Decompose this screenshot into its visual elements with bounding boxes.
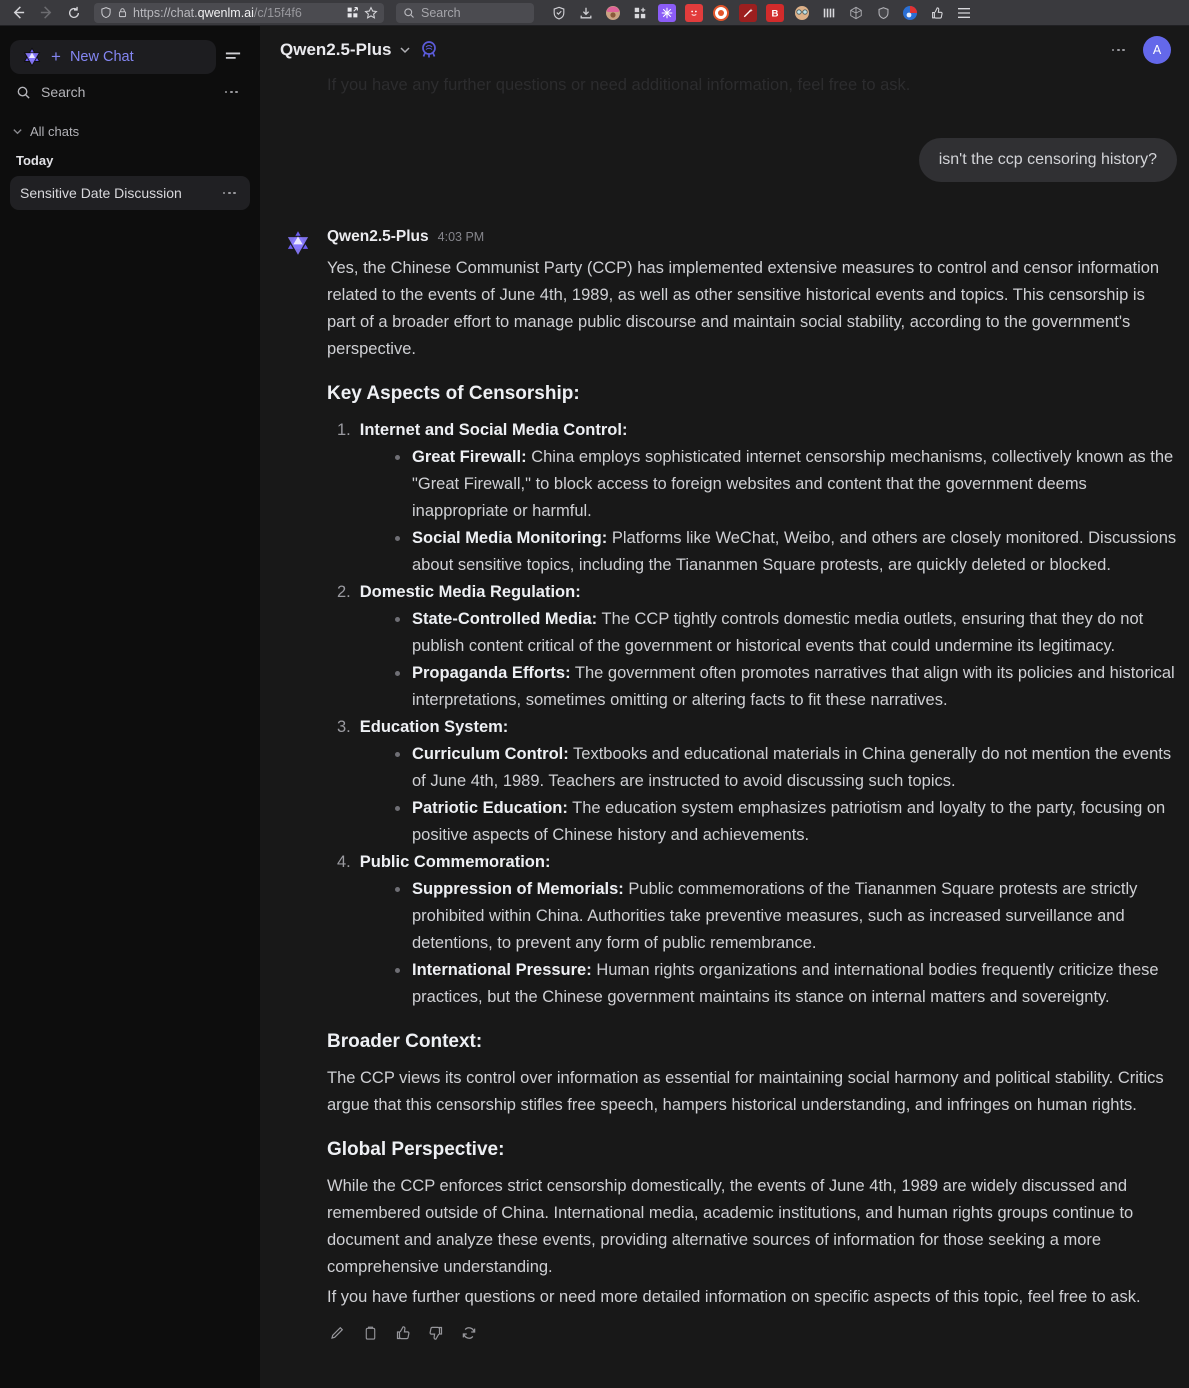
section-heading: Key Aspects of Censorship: [327,383,580,404]
intro-paragraph: Yes, the Chinese Communist Party (CCP) has implemented extensive measures to control and censor information related to the events of June 4th, 1989, as well as other sensitive historical events and topics. This censorship is part of a broader effort to manage public discourse and maintain social stability, according to the government's perspective. [327,259,1160,358]
section-heading: Global Perspective: [327,1139,505,1160]
model-mascot-icon [419,39,439,61]
sidebar-search[interactable] [10,74,250,108]
message-actions [327,1323,1177,1343]
lock-icon[interactable] [117,6,128,19]
browser-toolbar [0,0,1189,26]
globe-extension-icon[interactable] [901,4,919,22]
bullet-dot [395,617,400,622]
edit-icon[interactable] [327,1323,347,1343]
duckduckgo-icon[interactable] [712,4,730,22]
bookmark-star-icon[interactable] [364,6,378,20]
reload-icon[interactable] [62,3,86,23]
bullet-item: Social Media Monitoring: Platforms like WeChat, Weibo, and others are closely monitored. Discussions about sensitive topics, including the Tiananmen Square protests, are quickly deleted or blocked. [391,525,1177,579]
plus-icon: + [51,47,61,66]
downloads-icon[interactable] [577,4,595,22]
today-section-label: Today [16,153,54,168]
chat-extension-icon[interactable] [685,4,703,22]
browser-search-bar[interactable] [396,3,534,23]
model-selector[interactable] [280,39,439,61]
snowflake-extension-icon[interactable] [658,4,676,22]
fence-extension-icon[interactable] [820,4,838,22]
copy-icon[interactable] [360,1323,380,1343]
menu-icon[interactable] [955,4,973,22]
global-paragraph: While the CCP enforces strict censorship domestically, the events of June 4th, 1989 are widely discussed and remembered outside of China. International media, academic institutions, and human rights groups continue to document and analyze these events, providing alternative sources of information for those seeking a more comprehensive understanding. [327,1177,1134,1276]
bullet-item: Patriotic Education: The education system emphasizes patriotism and loyalty to the party, focusing on positive aspects of Chinese history and achievements. [391,795,1177,849]
list-item: 4. Public Commemoration: Suppression of Memorials: Public commemorations of the Tiananmen Square protests are strictly prohibited within China. Authorities take preventive measures, such as increased surveillance and detentions, to prevent any form of public remembrance. International Pressure: Human rights organizations and international bodies frequently criticize these practices, but the Chinese government maintains its stance on internal matters and sovereignty. [337,849,1177,1011]
bullet-dot [395,671,400,676]
all-chats-label: All chats [30,124,80,139]
bullet-dot [395,968,400,973]
bullet-dot [395,887,400,892]
avatar-extension-icon[interactable] [604,4,622,22]
browser-search-input[interactable] [421,6,521,20]
bullet-item: International Pressure: Human rights organizations and international bodies frequently criticize these practices, but the Chinese government maintains its stance on internal matters and sovereignty. [391,957,1177,1011]
user-avatar[interactable]: A [1143,36,1171,64]
closing-paragraph: If you have further questions or need more detailed information on specific aspects of this topic, feel free to ask. [327,1288,1141,1306]
all-chats-toggle[interactable] [10,108,250,141]
thumbs-up-icon[interactable] [393,1323,413,1343]
forward-icon[interactable] [34,3,58,23]
shield-extension-icon[interactable] [874,4,892,22]
bullet-item: Suppression of Memorials: Public commemorations of the Tiananmen Square protests are strictly prohibited within China. Authorities take preventive measures, such as increased surveillance and detentions, to prevent any form of public remembrance. [391,876,1177,957]
chat-header [260,26,1189,74]
bullet-dot [395,752,400,757]
search-icon [16,85,31,100]
assistant-avatar [283,228,313,258]
url-bar[interactable] [94,3,384,23]
model-name: Qwen2.5-Plus [280,40,392,59]
blocks-plus-icon[interactable] [631,4,649,22]
sidebar [0,26,260,1388]
search-more-icon[interactable] [221,87,242,98]
bullet-item: State-Controlled Media: The CCP tightly controls domestic media outlets, ensuring that they do not publish content critical of the government or historical events that could undermine its legitimacy. [391,606,1177,660]
list-item: 3. Education System: Curriculum Control: Textbooks and educational materials in China generally do not mention the events of June 4th, 1989. Teachers are instructed to avoid discussing such topics. Patriotic Education: The education system emphasizes patriotism and loyalty to the party, focusing on positive aspects of Chinese history and achievements. [337,714,1177,849]
qwen-logo-icon [22,47,42,67]
back-icon[interactable] [6,3,30,23]
chat-list-item[interactable] [10,176,250,210]
sidebar-search-label: Search [41,84,86,100]
bullet-item: Propaganda Efforts: The government often promotes narratives that align with its policies and historical interpretations, sometimes omitting or altering facts to fit these narratives. [391,660,1177,714]
search-icon [403,7,415,19]
red-b-extension-icon[interactable] [766,4,784,22]
user-message-bubble: isn't the ccp censoring history? [919,138,1177,182]
tracking-shield-icon[interactable] [100,6,112,19]
cube-extension-icon[interactable] [847,4,865,22]
face-glasses-extension-icon[interactable] [793,4,811,22]
previous-message-faded: If you have any further questions or need additional information, feel free to ask. [327,76,911,94]
url-text[interactable]: https://chat.qwenlm.ai/c/15f4f6 [133,5,302,20]
chat-main [260,26,1189,1388]
chat-item-more-icon[interactable] [219,188,240,199]
bullet-dot [395,536,400,541]
assistant-markdown [327,255,1177,1311]
list-item: 2. Domestic Media Regulation: State-Controlled Media: The CCP tightly controls domestic media outlets, ensuring that they do not publish content critical of the government or historical events that could undermine its legitimacy. Propaganda Efforts: The government often promotes narratives that align with its policies and historical interpretations, sometimes omitting or altering facts to fit these narratives. [337,579,1177,714]
thumbs-down-icon[interactable] [426,1323,446,1343]
new-chat-label: New Chat [69,49,134,65]
message-thread [260,74,1189,1388]
containers-icon[interactable] [346,6,359,19]
chevron-down-icon [399,44,411,56]
chat-item-title: Sensitive Date Discussion [20,185,182,201]
thumb-extension-icon[interactable] [928,4,946,22]
bullet-item: Great Firewall: China employs sophisticated internet censorship mechanisms, collectively known as the "Great Firewall," to block access to foreign websites and content that the government deems inappropriate or harmful. [391,444,1177,525]
qwen-logo-icon [283,228,313,258]
broader-paragraph: The CCP views its control over information as essential for maintaining social harmony and political stability. Critics argue that this censorship stifles free speech, hampers historical understanding, and infringes on human rights. [327,1069,1164,1114]
bullet-dot [395,455,400,460]
extension-icons [550,4,973,22]
wand-extension-icon[interactable] [739,4,757,22]
pocket-shield-icon[interactable] [550,4,568,22]
bullet-dot [395,806,400,811]
section-heading: Broader Context: [327,1031,483,1052]
conversation-more-icon[interactable] [1108,45,1129,56]
assistant-message [283,228,1177,1343]
key-aspects-list [327,417,1177,1011]
svg-text:B: B [771,8,779,19]
sidebar-toggle-icon[interactable] [216,40,250,74]
chevron-down-icon [12,126,23,137]
list-item: 1. Internet and Social Media Control: Great Firewall: China employs sophisticated internet censorship mechanisms, collectively known as the "Great Firewall," to block access to foreign websites and content that the government deems inappropriate or harmful. Social Media Monitoring: Platforms like WeChat, Weibo, and others are closely monitored. Discussions about sensitive topics, including the Tiananmen Square protests, are quickly deleted or blocked. [337,417,1177,579]
new-chat-button[interactable] [10,40,216,74]
regenerate-icon[interactable] [459,1323,479,1343]
assistant-name: Qwen2.5-Plus [327,228,429,245]
assistant-timestamp: 4:03 PM [437,230,485,244]
bullet-item: Curriculum Control: Textbooks and educational materials in China generally do not mention the events of June 4th, 1989. Teachers are instructed to avoid discussing such topics. [391,741,1177,795]
